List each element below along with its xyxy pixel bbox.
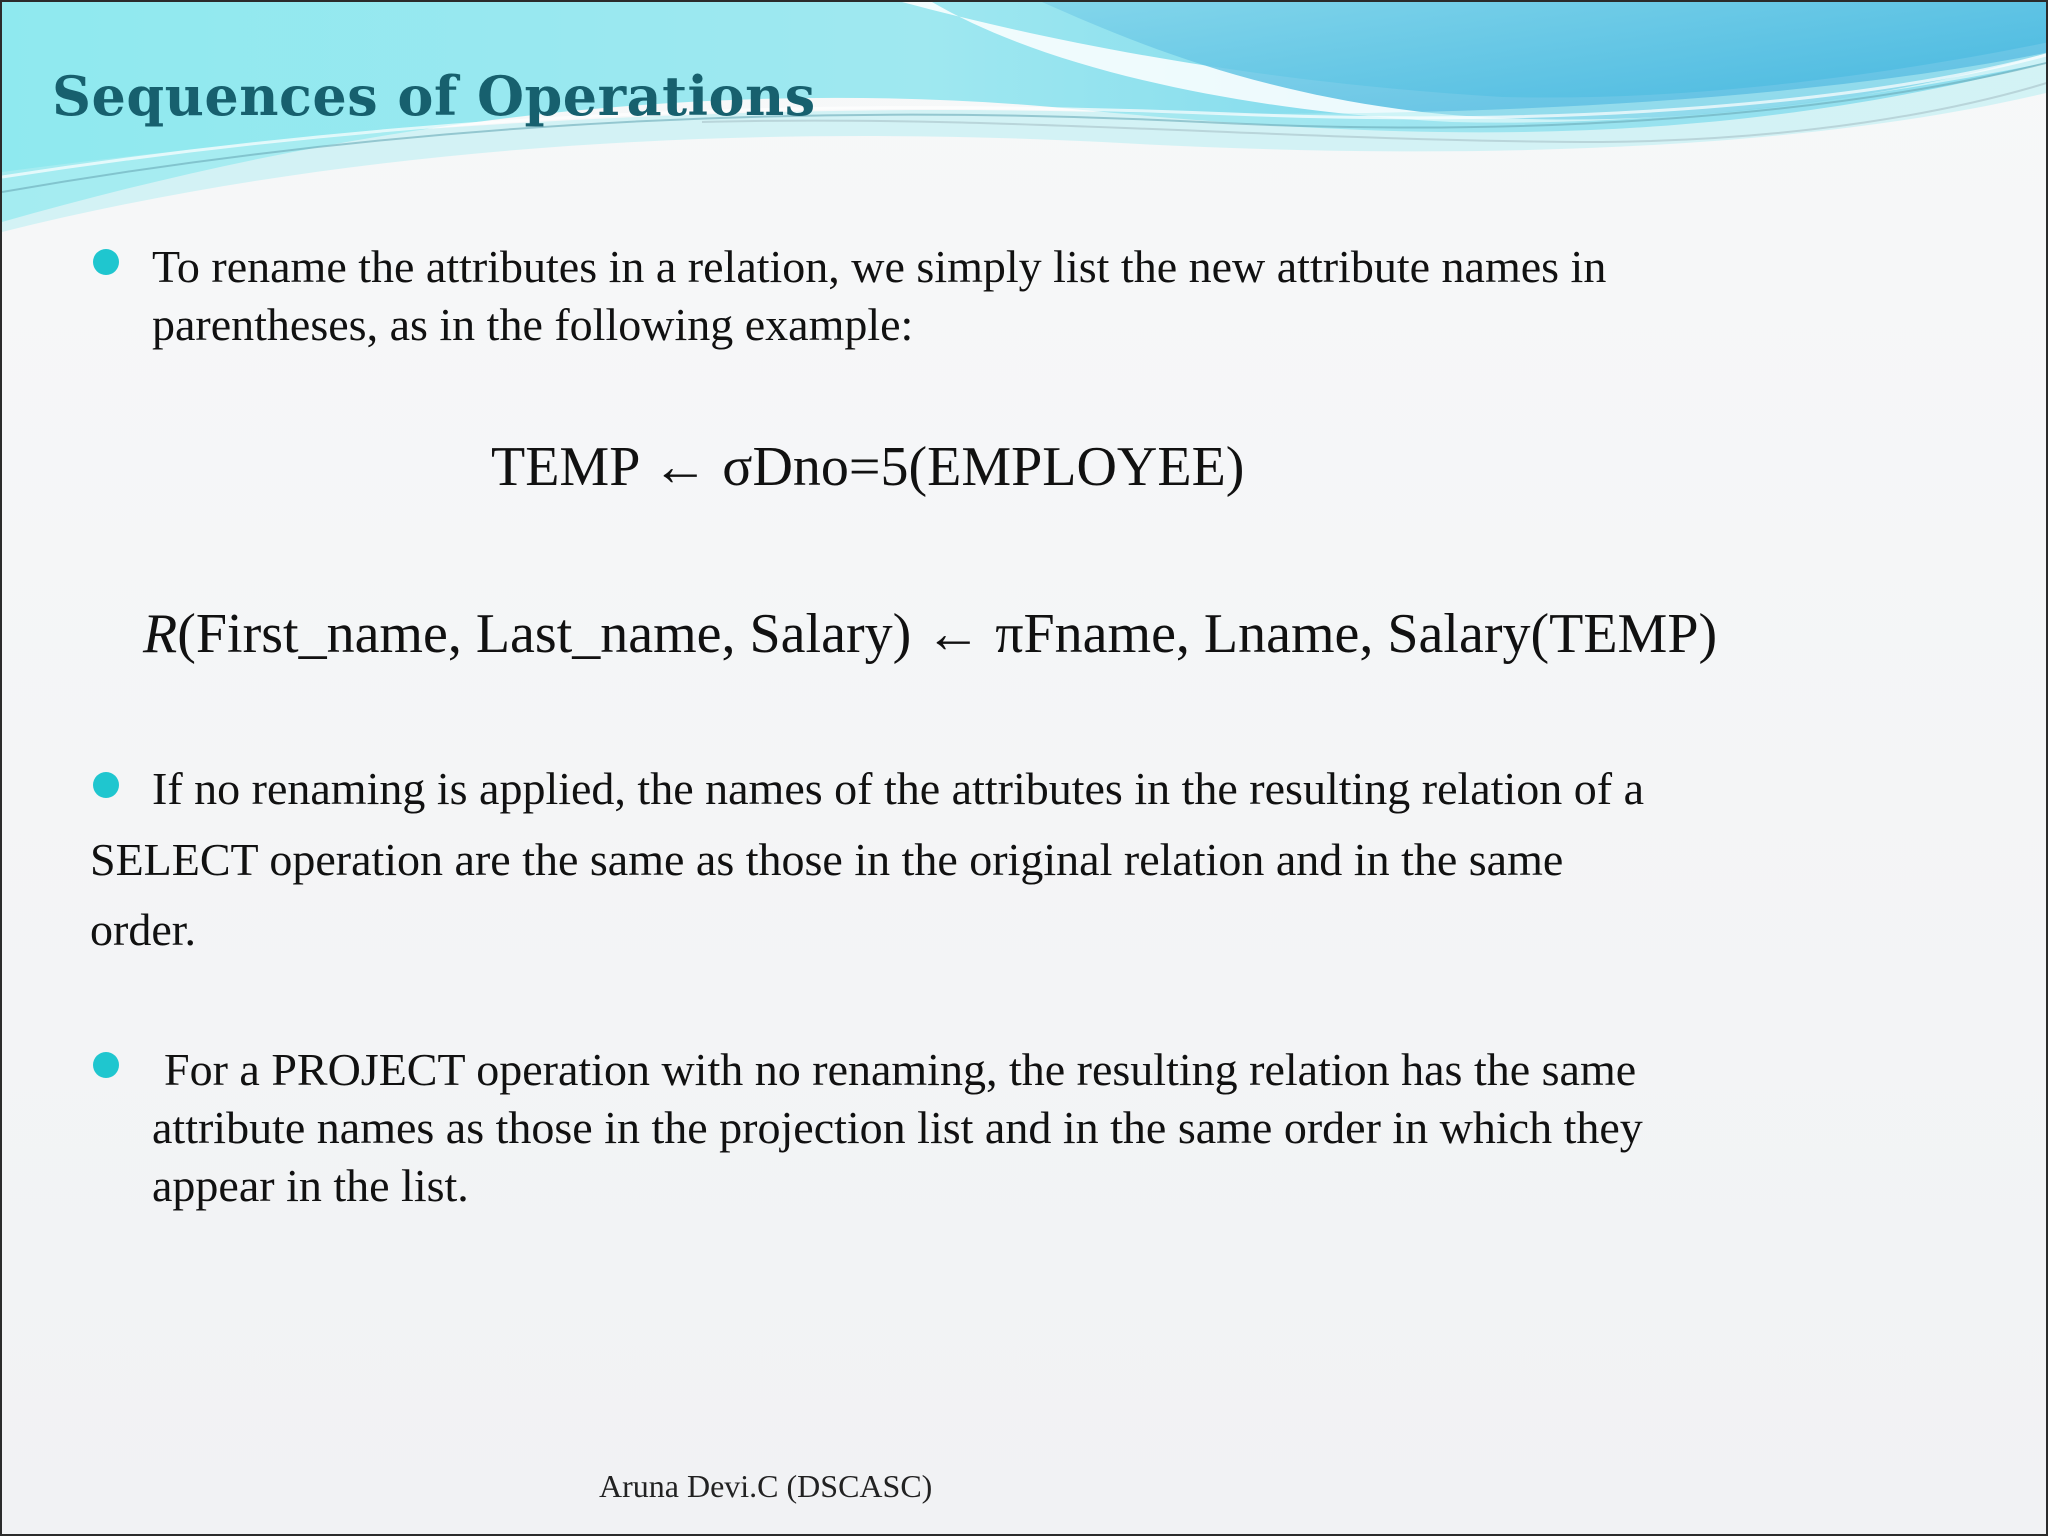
formula-rename-symbol: R (143, 603, 178, 665)
bullet-1-line-2: parentheses, as in the following example: (152, 299, 914, 350)
bullet-2-text-first: If no renaming is applied, the names of the attributes in the resulting relation of a (152, 763, 1645, 814)
bullet-1-line-1: To rename the attributes in a relation, we simply list the new attribute names in (152, 241, 1607, 292)
bullet-dot-3 (93, 1052, 119, 1078)
bullet-2-text-rest (90, 825, 1563, 965)
bullet-dot-1 (93, 249, 119, 275)
bullet-3-text (152, 1041, 1643, 1215)
bullet-3-line-3: appear in the list. (152, 1160, 469, 1211)
footer-author: Aruna Devi.C (DSCASC) (599, 1468, 933, 1504)
bullet-3-line-2: attribute names as those in the projection list and in the same order in which they (152, 1102, 1643, 1153)
slide-title: Sequences of Operations (52, 64, 816, 128)
bullet-1-text (152, 238, 1606, 354)
formula-rename-body: (First_name, Last_name, Salary) ← πFname, Lname, Salary(TEMP) (177, 603, 1718, 665)
formula-rename (143, 602, 1717, 666)
bullet-2-line-3: order. (90, 904, 197, 955)
bullet-3-line-1: For a PROJECT operation with no renaming, the resulting relation has the same (164, 1044, 1637, 1095)
bullet-dot-2 (93, 772, 119, 798)
bullet-2-line-2: SELECT operation are the same as those in the original relation and in the same (90, 834, 1564, 885)
formula-temp: TEMP ← σDno=5(EMPLOYEE) (491, 436, 1245, 498)
